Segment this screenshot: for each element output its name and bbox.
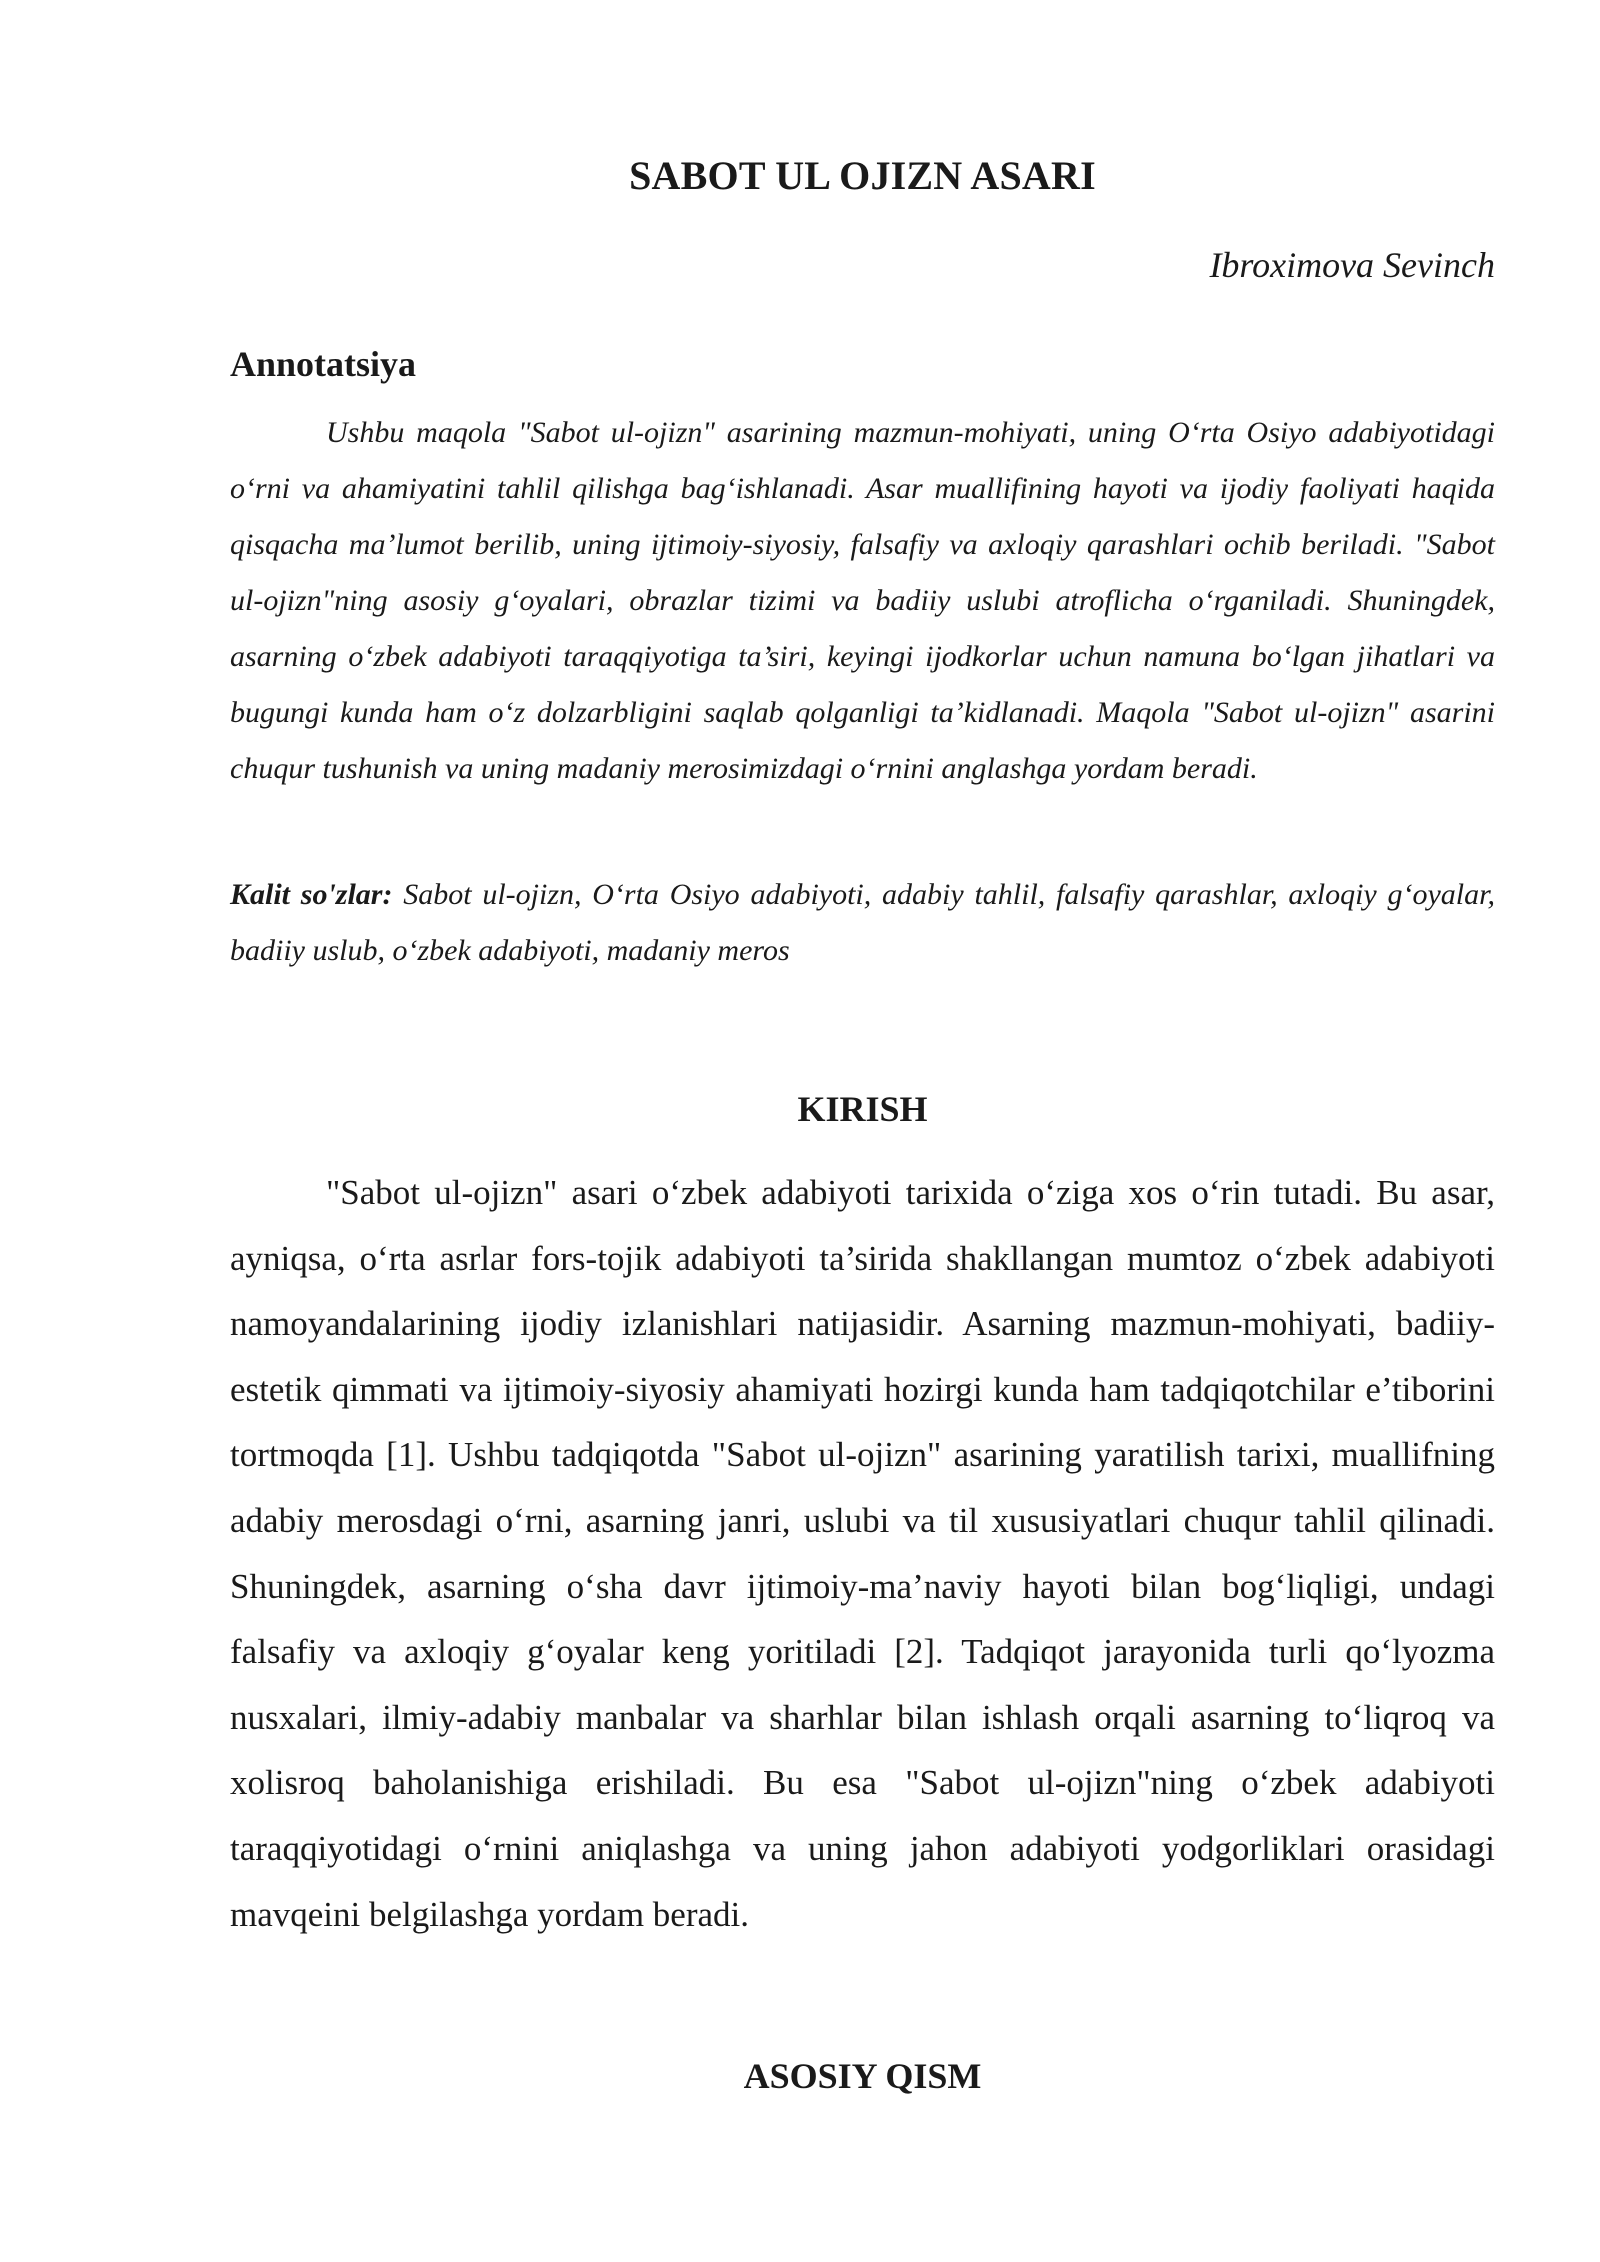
- intro-paragraph: "Sabot ul-ojizn" asari o‘zbek adabiyoti tarixida o‘ziga xos o‘rin tutadi. Bu asar, ayniqsa, o‘rta asrlar fors-tojik adabiyoti ta’sirida shakllangan mumtoz o‘zbek adabiyoti namoyandalarining ijodiy izlanishlari natijasidir. Asarning mazmun-mohiyati, badiiy-estetik qimmati va ijtimoiy-siyosiy ahamiyati hozirgi kunda ham tadqiqotchilar e’tiborini tortmoqda [1]. Ushbu tadqiqotda "Sabot ul-ojizn" asarining yaratilish tarixi, muallifning adabiy merosdagi o‘rni, asarning janri, uslubi va til xususiyatlari chuqur tahlil qilinadi. Shuningdek, asarning o‘sha davr ijtimoiy-ma’naviy hayoti bilan bog‘liqligi, undagi falsafiy va axloqiy g‘oyalar keng yoritiladi [2]. Tadqiqot jarayonida turli qo‘lyozma nusxalari, ilmiy-adabiy manbalar va sharhlar bilan ishlash orqali asarning to‘liqroq va xolisroq baholanishiga erishiladi. Bu esa "Sabot ul-ojizn"ning o‘zbek adabiyoti taraqqiyotidagi o‘rnini aniqlashga va uning jahon adabiyoti yodgorliklari orasidagi mavqeini belgilashga yordam beradi.: [230, 1173, 1495, 1934]
- author-name: Ibroximova Sevinch: [1209, 245, 1495, 285]
- keywords-text: Sabot ul-ojizn, O‘rta Osiyo adabiyoti, adabiy tahlil, falsafiy qarashlar, axloqiy g‘oyalar, badiiy uslub, o‘zbek adabiyoti, madaniy meros: [230, 878, 1495, 967]
- abstract-paragraph: Ushbu maqola "Sabot ul-ojizn" asarining mazmun-mohiyati, uning O‘rta Osiyo adabiyotidagi o‘rni va ahamiyatini tahlil qilishga bag‘ishlanadi. Asar muallifining hayoti va ijodiy faoliyati haqida qisqacha ma’lumot berilib, uning ijtimoiy-siyosiy, falsafiy va axloqiy qarashlari ochib beriladi. "Sabot ul-ojizn"ning asosiy g‘oyalari, obrazlar tizimi va badiiy uslubi atroflicha o‘rganiladi. Shuningdek, asarning o‘zbek adabiyoti taraqqiyotiga ta’siri, keyingi ijodkorlar uchun namuna bo‘lgan jihatlari va bugungi kunda ham o‘z dolzarbligini saqlab qolganligi ta’kidlanadi. Maqola "Sabot ul-ojizn" asarini chuqur tushunish va uning madaniy merosimizdagi o‘rnini anglashga yordam beradi.: [230, 416, 1495, 785]
- section-heading-intro: KIRISH: [797, 1089, 928, 1129]
- section-heading-main: ASOSIY QISM: [743, 2056, 982, 2096]
- keywords-label: Kalit so'zlar:: [230, 878, 393, 911]
- page-title: SABOT UL OJIZN ASARI: [629, 153, 1096, 198]
- annotation-heading: Annotatsiya: [230, 344, 417, 384]
- keywords-paragraph: [230, 867, 1495, 979]
